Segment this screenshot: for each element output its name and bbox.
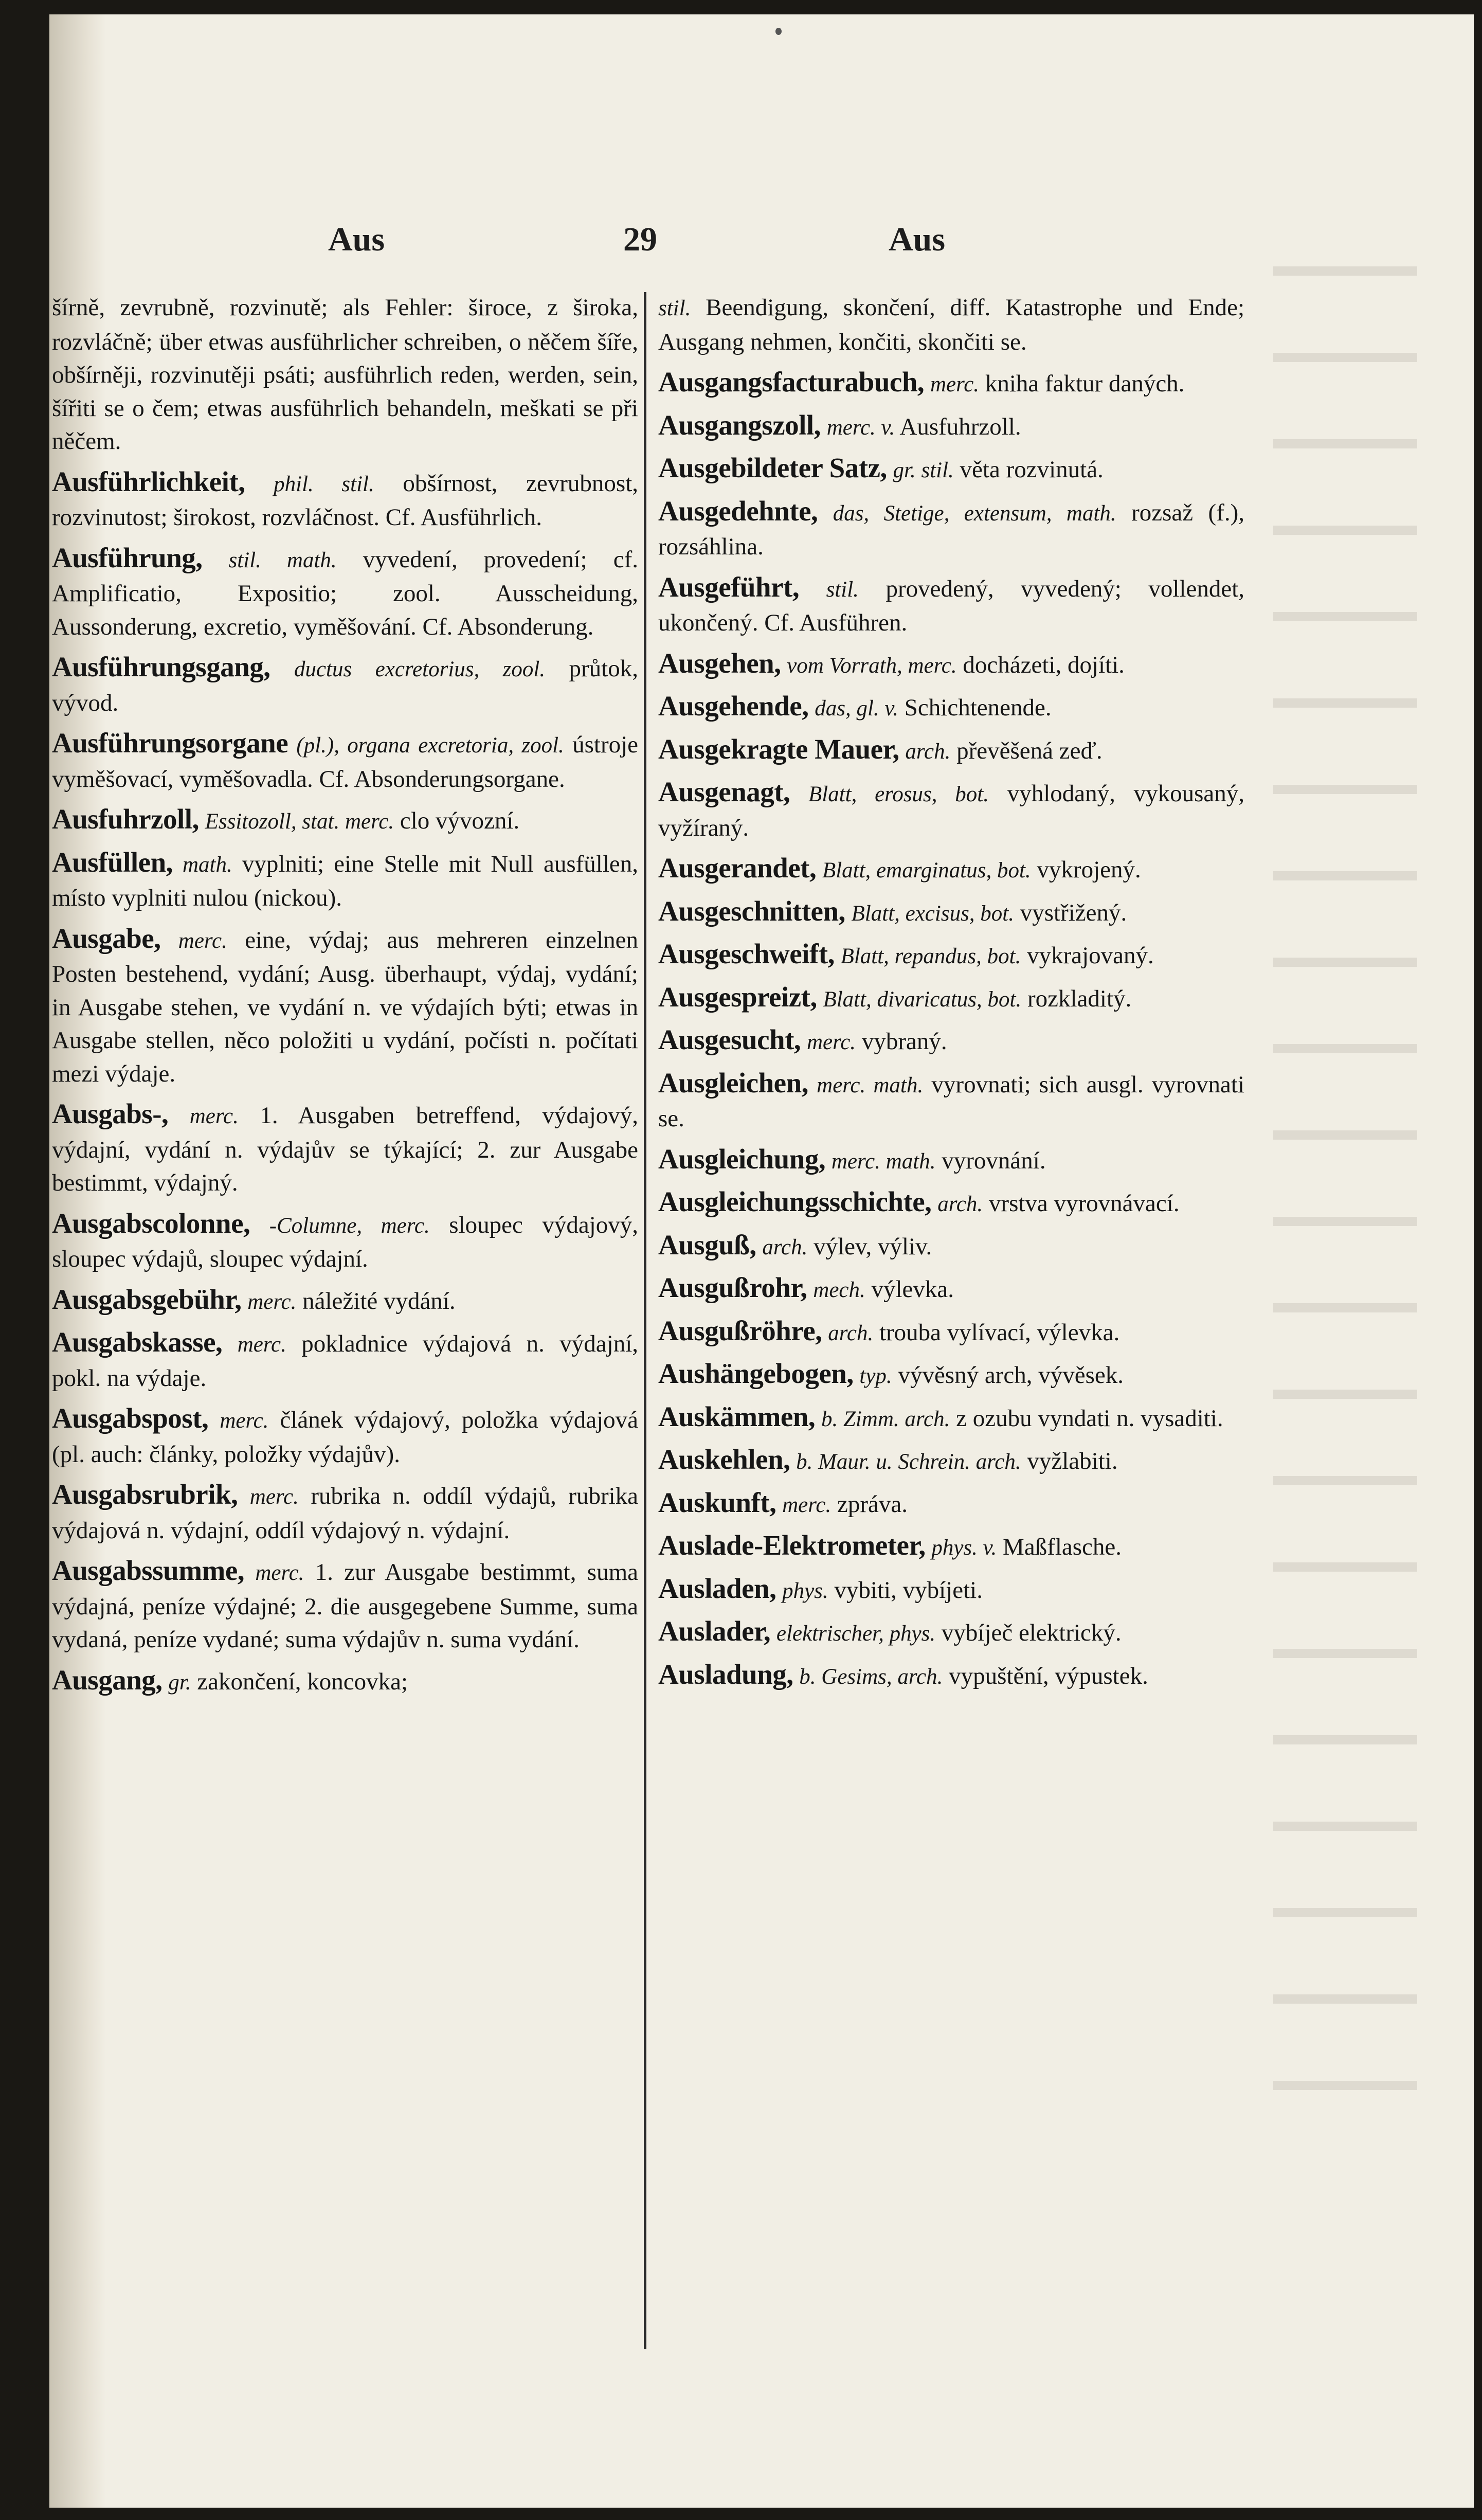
abbreviation: Blatt, emarginatus, bot. [822, 858, 1031, 883]
dictionary-entry [658, 1271, 1244, 1307]
abbreviation: b. Gesims, arch. [799, 1664, 943, 1689]
definition: článek výdajový, položka výdajová (pl. auch: články, položky výdajův). [52, 1407, 638, 1468]
headword: Ausführlichkeit, [52, 465, 245, 497]
abbreviation: merc. math. [831, 1149, 936, 1174]
dictionary-entry [52, 1283, 638, 1319]
abbreviation: merc. math. [817, 1073, 924, 1097]
headword: Ausgeschnitten, [658, 895, 845, 927]
dictionary-entry [658, 1185, 1244, 1221]
headword: Ausgehen, [658, 647, 781, 679]
bleed-line [1273, 785, 1417, 794]
dictionary-entry [658, 1315, 1244, 1351]
headword: Ausladung, [658, 1658, 793, 1690]
running-head-left: Aus [328, 221, 385, 258]
dictionary-entry [658, 647, 1244, 683]
definition: pokladnice výdajová n. výdajní, pokl. na výdaje. [52, 1330, 639, 1392]
abbreviation: vom Vorrath, merc. [787, 653, 957, 678]
abbreviation: math. [183, 852, 232, 877]
abbreviation: stil. math. [228, 548, 337, 572]
definition: vystřižený. [1020, 899, 1127, 926]
abbreviation: merc. [178, 928, 227, 953]
abbreviation: ductus excretorius, zool. [294, 657, 546, 681]
abbreviation: gr. [168, 1670, 191, 1695]
bleed-line [1273, 1476, 1417, 1485]
abbreviation: Blatt, divaricatus, bot. [823, 987, 1022, 1012]
dictionary-entry [658, 1443, 1244, 1479]
definition: vyplniti; eine Stelle mit Null ausfüllen, místo vyplniti nulou (nickou). [52, 850, 638, 911]
abbreviation: Blatt, repandus, bot. [840, 944, 1021, 968]
headword: Ausgenagt, [658, 776, 790, 807]
definition: výlev, výliv. [814, 1233, 932, 1260]
dictionary-entry [52, 1207, 638, 1276]
column-rule [644, 292, 646, 2349]
headword: Ausgesucht, [658, 1024, 801, 1055]
dictionary-entry [52, 1554, 638, 1657]
dictionary-entry [52, 846, 638, 915]
headword: Ausgabs-, [52, 1098, 169, 1129]
definition: vybraný. [861, 1028, 947, 1055]
abbreviation: merc. [782, 1492, 832, 1517]
headword: Ausgabsgebühr, [52, 1283, 242, 1315]
dictionary-entry [658, 409, 1244, 445]
abbreviation: das, Stetige, extensum, math. [833, 501, 1116, 526]
dictionary-entry [658, 1400, 1244, 1436]
definition: šírně, zevrubně, rozvinutě; als Fehler: široce, z široka, rozvláčně; über etwas ausführlicher schreiben, o něčem šíře, obšírněji, rozvinutěji psáti; ausführlich reden, werden, sein, šířiti se o čem; etwas ausführlich behandeln, meškati se při něčem. [52, 294, 638, 455]
dictionary-entry [658, 1229, 1244, 1265]
abbreviation: arch. [937, 1192, 983, 1216]
bleed-line [1273, 526, 1417, 535]
dictionary-entry [52, 1402, 638, 1471]
definition: vyhlodaný, vykousaný, vyžíraný. [658, 780, 1245, 841]
definition: clo vývozní. [400, 807, 520, 834]
dictionary-entry [52, 1664, 638, 1700]
abbreviation: stil. [826, 577, 859, 602]
definition: zakončení, koncovka; [197, 1668, 408, 1695]
definition: provedený, vyvedený; vollendet, ukončený. Cf. Ausführen. [658, 575, 1245, 636]
headword: Ausgabskasse, [52, 1326, 223, 1358]
definition: náležité vydání. [302, 1287, 456, 1315]
headword: Auslade-Elektrometer, [658, 1529, 926, 1561]
abbreviation: merc. v. [826, 415, 895, 440]
bleed-line [1273, 353, 1417, 362]
bleed-line [1273, 439, 1417, 448]
abbreviation: (pl.), organa excretoria, zool. [296, 733, 564, 758]
dictionary-entry [658, 1615, 1244, 1651]
abbreviation: Blatt, erosus, bot. [808, 782, 989, 806]
definition: věta rozvinutá. [960, 456, 1104, 483]
abbreviation: merc. [247, 1289, 297, 1314]
definition: 1. Ausgaben betreffend, výdajový, výdajní, vydání n. výdajův se týkající; 2. zur Ausgabe bestimmt, výdajný. [52, 1102, 639, 1196]
headword: Ausgebildeter Satz, [658, 452, 887, 483]
abbreviation: merc. [806, 1030, 856, 1054]
headword: Ausgeschweift, [658, 938, 835, 969]
definition: vybíječ elektrický. [941, 1619, 1122, 1646]
headword: Ausgabssumme, [52, 1555, 244, 1586]
dictionary-entry [658, 690, 1244, 726]
dictionary-entry [658, 1023, 1244, 1059]
definition: vyrovnání. [942, 1147, 1046, 1174]
abbreviation: merc. [255, 1561, 304, 1585]
abbreviation: mech. [813, 1278, 865, 1302]
definition: vybiti, vybíjeti. [834, 1576, 983, 1604]
definition: vykrajovaný. [1027, 942, 1154, 969]
headword: Ausgerandet, [658, 852, 817, 884]
definition: Maßflasche. [1003, 1534, 1122, 1560]
dictionary-entry [52, 542, 638, 644]
bleed-line [1273, 1994, 1417, 2004]
headword: Ausgleichen, [658, 1067, 808, 1099]
definition: z ozubu vyndati n. vysaditi. [956, 1405, 1223, 1432]
headword: Ausguß, [658, 1229, 756, 1261]
definition: kniha faktur daných. [985, 370, 1185, 397]
dictionary-entry [658, 495, 1244, 564]
definition: zpráva. [837, 1490, 908, 1518]
headword: Ausgedehnte, [658, 495, 818, 527]
definition: vykrojený. [1037, 856, 1141, 883]
dictionary-entry [52, 651, 638, 719]
dictionary-entry [52, 290, 638, 458]
headword: Ausgang, [52, 1664, 162, 1696]
abbreviation: arch. [905, 739, 951, 764]
dictionary-entry [52, 1326, 638, 1395]
dictionary-entry [658, 1067, 1244, 1136]
definition: Beendigung, skončení, diff. Katastrophe und Ende; Ausgang nehmen, končiti, skončiti se. [658, 294, 1245, 355]
dictionary-entry [658, 1658, 1244, 1694]
abbreviation: das, gl. v. [815, 696, 899, 721]
left-column [52, 290, 638, 1706]
dictionary-entry [52, 803, 638, 839]
bleed-line [1273, 1130, 1417, 1140]
headword: Ausgekragte Mauer, [658, 733, 899, 765]
abbreviation: arch. [762, 1235, 808, 1259]
definition: docházeti, dojíti. [963, 651, 1125, 678]
dictionary-entry [658, 571, 1244, 640]
dictionary-entry [658, 895, 1244, 931]
definition: vývěsný arch, vývěsek. [898, 1362, 1124, 1389]
abbreviation: stil. [658, 296, 691, 320]
abbreviation: elektrischer, phys. [776, 1622, 936, 1646]
bleed-line [1273, 1908, 1417, 1917]
abbreviation: b. Zimm. arch. [821, 1407, 950, 1431]
abbreviation: merc. [189, 1104, 239, 1128]
bleed-line [1273, 1735, 1417, 1744]
headword: Auslader, [658, 1615, 771, 1647]
right-column [658, 290, 1244, 1701]
definition: rozkladitý. [1027, 985, 1132, 1012]
headword: Ausgußrohr, [658, 1272, 807, 1303]
definition: vyrovnati; sich ausgl. vyrovnati se. [658, 1071, 1245, 1132]
dictionary-entry [658, 1529, 1244, 1565]
headword: Ausgehende, [658, 690, 809, 722]
abbreviation: phys. v. [931, 1536, 997, 1560]
ink-speck [775, 28, 782, 35]
dictionary-entry [52, 727, 638, 796]
dictionary-entry [658, 1357, 1244, 1393]
definition: výlevka. [871, 1276, 954, 1303]
abbreviation: phil. stil. [274, 472, 374, 496]
abbreviation: phys. [782, 1578, 828, 1603]
bleed-line [1273, 958, 1417, 967]
abbreviation: merc. [930, 372, 980, 397]
headword: Ausgabspost, [52, 1402, 209, 1434]
definition: ústroje vyměšovací, vyměšovadla. Cf. Absonderungsorgane. [52, 731, 639, 793]
dictionary-entry [658, 290, 1244, 358]
definition: sloupec výdajový, sloupec výdajů, sloupec výdajní. [52, 1211, 638, 1272]
bleed-line [1273, 871, 1417, 880]
bleed-line [1273, 1562, 1417, 1572]
headword: Aushängebogen, [658, 1358, 854, 1389]
headword: Auskämmen, [658, 1400, 816, 1432]
dictionary-entry [658, 981, 1244, 1017]
page-number: 29 [623, 221, 657, 258]
show-through-text [1273, 266, 1417, 2324]
abbreviation: gr. stil. [893, 458, 954, 482]
headword: Ausladen, [658, 1572, 776, 1604]
headword: Ausgangszoll, [658, 409, 821, 441]
definition: vrstva vyrovnávací. [988, 1190, 1180, 1217]
abbreviation: merc. [237, 1333, 286, 1357]
dictionary-entry [658, 776, 1244, 844]
definition: obšírnost, zevrubnost, rozvinutost; širokost, rozvláčnost. Cf. Ausführlich. [52, 470, 639, 531]
abbreviation: Essitozoll, stat. merc. [205, 809, 394, 834]
definition: převěšená zeď. [956, 737, 1103, 764]
headword: Ausgangsfacturabuch, [658, 366, 925, 398]
headword: Ausgleichung, [658, 1143, 826, 1175]
bleed-line [1273, 266, 1417, 276]
definition: vyvedení, provedení; cf. Amplificatio, Expositio; zool. Ausscheidung, Aussonderung, excretio, vyměšování. Cf. Absonderung. [52, 546, 639, 640]
definition: trouba vylívací, výlevka. [879, 1319, 1120, 1346]
bleed-line [1273, 1390, 1417, 1399]
definition: průtok, vývod. [52, 655, 638, 716]
headword: Ausgußröhre, [658, 1315, 822, 1346]
bleed-line [1273, 1649, 1417, 1658]
definition: rubrika n. oddíl výdajů, rubrika výdajová n. výdajní, oddíl výdajový n. výdajní. [52, 1483, 639, 1544]
abbreviation: -Columne, merc. [269, 1213, 430, 1238]
headword: Ausgabsrubrik, [52, 1479, 238, 1510]
dictionary-entry [52, 465, 638, 534]
bleed-line [1273, 2081, 1417, 2090]
bleed-line [1273, 1822, 1417, 1831]
abbreviation: merc. [249, 1485, 299, 1509]
headword: Ausgabscolonne, [52, 1207, 250, 1239]
abbreviation: Blatt, excisus, bot. [851, 901, 1015, 926]
bleed-line [1273, 612, 1417, 621]
definition: Ausfuhrzoll. [899, 413, 1021, 440]
definition: eine, výdaj; aus mehreren einzelnen Posten bestehend, vydání; Ausg. überhaupt, výdaj, vydání; in Ausgabe stehen, ve vydání n. ve výdajích býti; etwas in Ausgabe stellen, něco položiti u vydání, počísti n. počítati mezi výdaje. [52, 926, 639, 1087]
definition: vypuštění, výpustek. [949, 1662, 1148, 1689]
headword: Auskehlen, [658, 1444, 790, 1475]
headword: Ausführungsgang, [52, 651, 270, 682]
definition: 1. zur Ausgabe bestimmt, suma výdajná, peníze výdajné; 2. die ausgegebene Summe, suma vydaná, peníze vydané; suma výdajův n. suma vydání. [52, 1559, 639, 1653]
abbreviation: b. Maur. u. Schrein. arch. [796, 1450, 1021, 1474]
headword: Ausgespreizt, [658, 981, 817, 1013]
headword: Ausfüllen, [52, 846, 173, 878]
abbreviation: typ. [859, 1364, 892, 1388]
headword: Ausführung, [52, 542, 203, 573]
dictionary-entry [658, 938, 1244, 974]
dictionary-entry [658, 1143, 1244, 1179]
running-head-right: Aus [889, 221, 946, 258]
definition: Schichtenende. [904, 694, 1052, 721]
dictionary-entry [658, 852, 1244, 888]
dictionary-entry [52, 1478, 638, 1547]
dictionary-entry [52, 922, 638, 1091]
headword: Ausführungsorgane [52, 727, 288, 759]
dictionary-entry [658, 1572, 1244, 1608]
dictionary-entry [658, 452, 1244, 488]
bleed-line [1273, 698, 1417, 708]
definition: vyžlabiti. [1027, 1448, 1118, 1474]
abbreviation: arch. [828, 1321, 874, 1345]
headword: Ausfuhrzoll, [52, 803, 199, 835]
headword: Auskunft, [658, 1486, 776, 1518]
dictionary-entry [658, 1486, 1244, 1522]
headword: Ausgeführt, [658, 571, 800, 603]
headword: Ausgabe, [52, 922, 161, 954]
definition: rozsaž (f.), rozsáhlina. [658, 499, 1245, 560]
abbreviation: merc. [220, 1409, 269, 1433]
headword: Ausgleichungsschichte, [658, 1186, 932, 1217]
dictionary-page [49, 14, 1474, 2508]
dictionary-entry [658, 366, 1244, 402]
bleed-line [1273, 1303, 1417, 1312]
dictionary-entry [52, 1097, 638, 1200]
bleed-line [1273, 1217, 1417, 1226]
dictionary-entry [658, 733, 1244, 769]
bleed-line [1273, 1044, 1417, 1053]
